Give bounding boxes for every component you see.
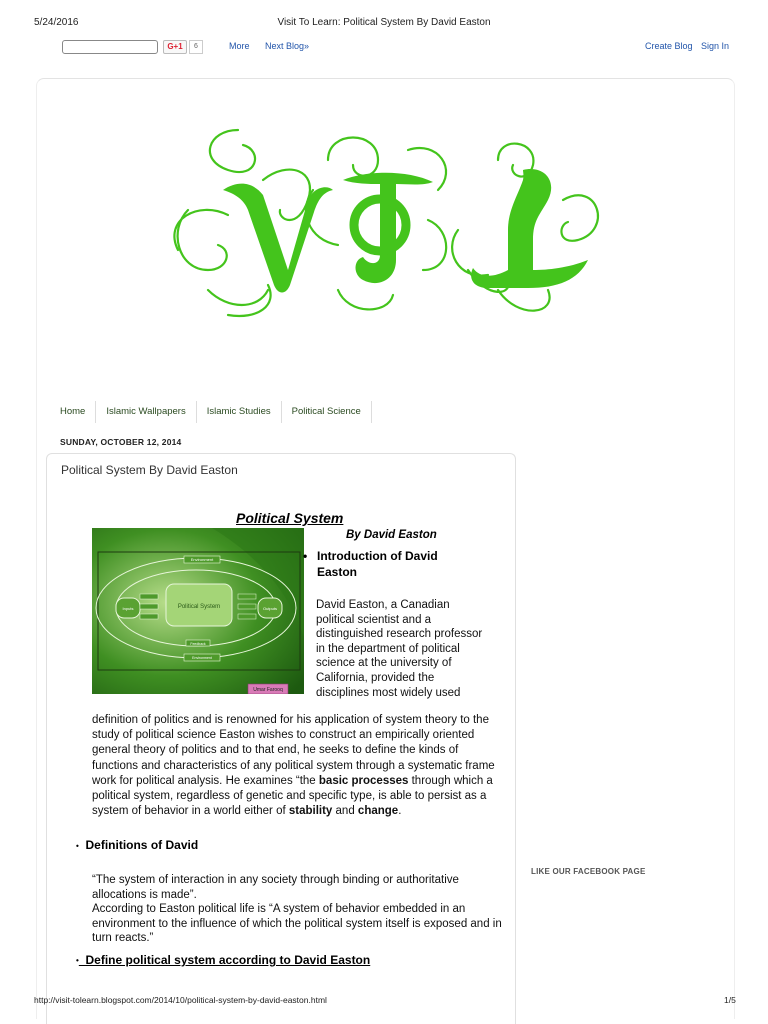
diagram-feedback-label: Feedback [190, 642, 206, 646]
site-logo[interactable] [168, 120, 608, 320]
diagram-graphic [92, 528, 304, 694]
definitions-heading [76, 838, 198, 852]
navbar-search-input[interactable] [62, 40, 158, 54]
intro-paragraph: David Easton, a Canadian political scientist and a distinguished research professor in the department of political science at the university of California, provided the disciplines most widely used [316, 599, 483, 699]
post-date-header: SUNDAY, OCTOBER 12, 2014 [60, 437, 182, 447]
intro-heading-text: Introduction of David Easton [317, 549, 438, 579]
body-text-2: through which a political system, regardless of genetic and specific type, is able to persist as a system of behavior in a world either of [92, 774, 493, 818]
tab-islamic-studies[interactable]: Islamic Studies [197, 401, 282, 423]
define-heading [76, 953, 370, 967]
logo-graphic [168, 120, 608, 320]
print-title: Visit To Learn: Political System By David Easton [277, 17, 491, 28]
page-tabs [50, 401, 372, 423]
print-date: 5/24/2016 [34, 17, 79, 28]
diagram-environment2-label: Environment [192, 656, 212, 660]
sign-in-link[interactable]: Sign In [701, 41, 730, 51]
diagram-inputs-label: Inputs [122, 606, 134, 611]
next-blog-link[interactable]: Next Blog» [265, 41, 310, 51]
body-text-1: definition of politics and is renowned for his application of system theory to the study of political science Easton wishes to construct an empirically oriented general theory of politics and to that end, he seeks to define the kinds of functions and characteristics of any political system through a systematic frame work for political analysis. He examines “the [92, 714, 495, 787]
define-heading-text: Define political system according to David Easton [85, 953, 371, 967]
facebook-widget-title: LIKE OUR FACEBOOK PAGE [531, 867, 646, 876]
bullet-dot: • [76, 956, 79, 966]
tab-home[interactable]: Home [50, 401, 96, 423]
diagram-environment-label: Environment [190, 557, 214, 562]
quote-line-2: According to Easton political life is “A system of behavior embedded in an environment to the influence of which the political system itself is exposed and in turn reacts.” [92, 903, 502, 945]
tab-islamic-wallpapers[interactable]: Islamic Wallpapers [96, 401, 196, 423]
definitions-quote [92, 873, 507, 946]
political-system-diagram-image[interactable] [92, 528, 304, 694]
intro-heading [303, 548, 459, 580]
body-text-4: . [398, 805, 402, 818]
tab-political-science[interactable]: Political Science [282, 401, 372, 423]
diagram-author-tag: Umar Farooq [253, 687, 283, 693]
quote-line-1: “The system of interaction in any society through binding or authoritative allocations is made”. [92, 874, 459, 901]
body-bold-2: stability [288, 805, 333, 818]
create-blog-link[interactable]: Create Blog [645, 41, 693, 51]
body-bold-3: change [357, 805, 399, 818]
body-bold-1: basic processes [318, 774, 409, 787]
body-paragraph [92, 713, 507, 819]
definitions-heading-text: Definitions of David [85, 838, 199, 852]
diagram-outputs-label: Outputs [262, 606, 278, 611]
more-link[interactable]: More [229, 41, 250, 51]
bullet-dot: • [76, 841, 79, 851]
gplus-count: 6 [189, 40, 203, 54]
post-headline: Political System [236, 510, 344, 526]
bullet-dot: • [303, 549, 308, 563]
gplus-button[interactable]: G+1 [163, 40, 187, 54]
print-footer-url: http://visit-tolearn.blogspot.com/2014/10/political-system-by-david-easton.html [34, 995, 327, 1005]
post-title[interactable]: Political System By David Easton [61, 463, 238, 477]
body-text-3: and [332, 805, 358, 818]
print-footer-page: 1/5 [724, 995, 736, 1005]
diagram-center-label: Political System [177, 604, 221, 610]
post-byline: By David Easton [346, 529, 437, 541]
